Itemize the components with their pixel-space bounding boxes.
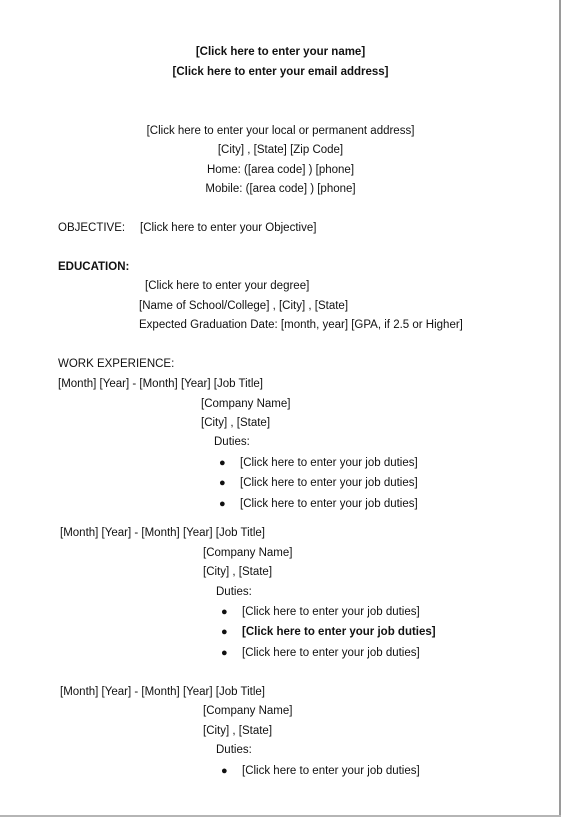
job-1-duty-3[interactable]: [Click here to enter your job duties] (240, 498, 418, 510)
job-1-city-state[interactable]: [City] , [State] (201, 417, 271, 429)
work-experience-label-text: WORK EXPERIENCE (58, 358, 172, 370)
job-3-duty-1[interactable]: [Click here to enter your job duties] (242, 765, 420, 777)
objective-label: OBJECTIVE: (58, 222, 126, 234)
job-2-duties-label: Duties: (216, 586, 252, 598)
bullet-icon: ● (221, 626, 228, 638)
work-experience-label (58, 357, 174, 371)
graduation-field[interactable]: Expected Graduation Date: [month, year] [GPA, if 2.5 or Higher] (139, 319, 463, 331)
school-field[interactable]: [Name of School/College] , [City] , [State] (139, 300, 349, 312)
job-2-duty-1[interactable]: [Click here to enter your job duties] (242, 606, 420, 618)
job-2-duty-2[interactable]: [Click here to enter your job duties] (242, 626, 436, 638)
job-1-company[interactable]: [Company Name] (201, 398, 291, 410)
mobile-phone-field[interactable]: Mobile: ([area code] ) [phone] (205, 183, 356, 195)
bullet-icon: ● (219, 498, 226, 510)
job-1-duties-label: Duties: (214, 436, 250, 448)
objective-field[interactable]: [Click here to enter your Objective] (140, 222, 317, 234)
job-1-duty-1[interactable]: [Click here to enter your job duties] (240, 457, 418, 469)
job-3-company[interactable]: [Company Name] (203, 705, 293, 717)
home-phone-field[interactable]: Home: ([area code] ) [phone] (206, 164, 355, 176)
work-experience-label-colon: : (171, 358, 175, 370)
job-1-dates-title[interactable]: [Month] [Year] - [Month] [Year] [Job Title] (58, 378, 263, 390)
job-1-duty-2[interactable]: [Click here to enter your job duties] (240, 477, 418, 489)
bullet-icon: ● (221, 606, 228, 618)
job-2-dates-title[interactable]: [Month] [Year] - [Month] [Year] [Job Title] (60, 527, 265, 539)
job-2-city-state[interactable]: [City] , [State] (203, 566, 273, 578)
degree-field[interactable]: [Click here to enter your degree] (145, 280, 310, 292)
city-state-zip-field[interactable]: [City] , [State] [Zip Code] (217, 144, 344, 156)
job-3-dates-title[interactable]: [Month] [Year] - [Month] [Year] [Job Title] (60, 686, 265, 698)
bullet-icon: ● (219, 457, 226, 469)
email-field[interactable]: [Click here to enter your email address] (172, 66, 389, 78)
bullet-icon: ● (221, 765, 228, 777)
job-2-company[interactable]: [Company Name] (203, 547, 293, 559)
address-field[interactable]: [Click here to enter your local or permanent address] (146, 125, 415, 137)
job-2-duty-3[interactable]: [Click here to enter your job duties] (242, 647, 420, 659)
name-field[interactable]: [Click here to enter your name] (195, 46, 366, 58)
job-3-city-state[interactable]: [City] , [State] (203, 725, 273, 737)
bullet-icon: ● (221, 647, 228, 659)
education-label: EDUCATION: (58, 261, 130, 273)
job-3-duties-label: Duties: (216, 744, 252, 756)
bullet-icon: ● (219, 477, 226, 489)
